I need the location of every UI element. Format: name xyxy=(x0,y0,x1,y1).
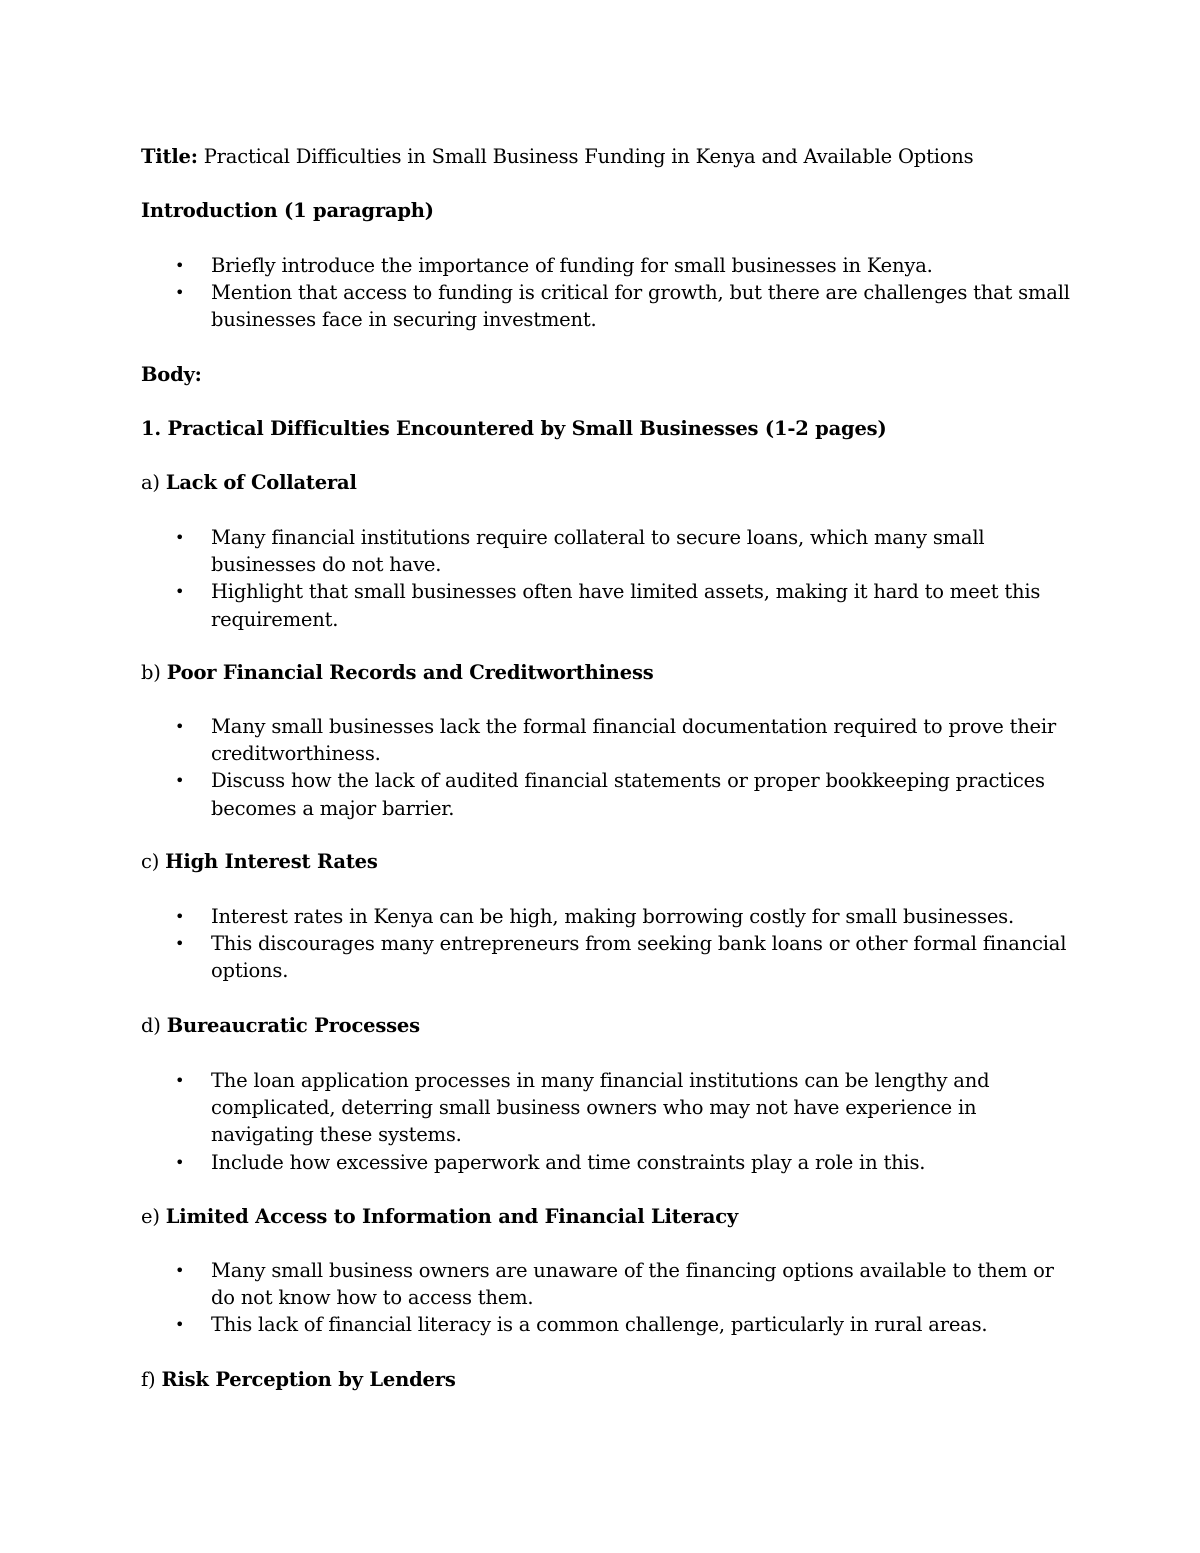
list-item: • Many small businesses lack the formal financial documentation required to prove their creditworthiness. xyxy=(175,715,1057,766)
subsection-bullet-list xyxy=(0,713,1200,822)
bullet-icon: • xyxy=(175,771,185,791)
document-title xyxy=(141,143,973,170)
subsection-bullet-list xyxy=(0,903,1200,985)
bullet-icon: • xyxy=(175,528,185,547)
body-heading: Body: xyxy=(141,363,202,386)
bullet-icon: • xyxy=(175,283,185,303)
list-item: • Discuss how the lack of audited financial statements or proper bookkeeping practices becomes a major barrier. xyxy=(175,769,1045,820)
list-item: • Highlight that small businesses often have limited assets, making it hard to meet this requirement. xyxy=(175,580,1041,631)
subsection-bullet-list xyxy=(0,1067,1200,1176)
subsection-heading: d) Bureaucratic Processes xyxy=(141,1014,420,1037)
list-item: • Many small business owners are unaware of the financing options available to them or do not know how to access them. xyxy=(175,1259,1054,1310)
introduction-bullet-list xyxy=(0,252,1200,334)
list-item: • This discourages many entrepreneurs from seeking bank loans or other formal financial options. xyxy=(175,932,1067,983)
list-item: • Mention that access to funding is critical for growth, but there are challenges that small businesses face in securing investment. xyxy=(175,281,1070,332)
list-item: • Interest rates in Kenya can be high, making borrowing costly for small businesses. xyxy=(0,903,1071,930)
bullet-icon: • xyxy=(175,582,185,602)
bullet-icon: • xyxy=(175,1261,185,1280)
section-heading: 1. Practical Difficulties Encountered by Small Businesses (1-2 pages) xyxy=(141,417,887,440)
bullet-icon: • xyxy=(175,1152,185,1172)
list-item: • The loan application processes in many financial institutions can be lengthy and complicated, deterring small business owners who may not have experience in navigating these systems. xyxy=(175,1069,990,1147)
subsection-heading: a) Lack of Collateral xyxy=(141,471,357,494)
bullet-icon: • xyxy=(175,907,185,926)
subsection-heading: c) High Interest Rates xyxy=(141,850,378,873)
list-item: • Include how excessive paperwork and time constraints play a role in this. xyxy=(0,1149,1071,1176)
introduction-heading: Introduction (1 paragraph) xyxy=(141,199,434,222)
subsection-heading: e) Limited Access to Information and Financial Literacy xyxy=(141,1205,739,1228)
list-item: • This lack of financial literacy is a common challenge, particularly in rural areas. xyxy=(0,1311,1071,1338)
bullet-icon: • xyxy=(175,934,185,954)
title-label: Title: xyxy=(141,145,198,168)
subsection-heading: f) Risk Perception by Lenders xyxy=(141,1368,456,1391)
subsection-bullet-list xyxy=(0,524,1200,633)
list-item: • Many financial institutions require collateral to secure loans, which many small businesses do not have. xyxy=(175,526,985,577)
bullet-icon: • xyxy=(175,1071,185,1090)
bullet-icon: • xyxy=(175,717,185,736)
list-item: • Briefly introduce the importance of funding for small businesses in Kenya. xyxy=(0,252,1071,279)
bullet-icon: • xyxy=(175,1315,185,1335)
bullet-icon: • xyxy=(175,256,185,275)
subsection-heading: b) Poor Financial Records and Creditworthiness xyxy=(141,661,654,684)
title-text: Practical Difficulties in Small Business Funding in Kenya and Available Options xyxy=(197,145,974,168)
subsection-bullet-list xyxy=(0,1257,1200,1339)
